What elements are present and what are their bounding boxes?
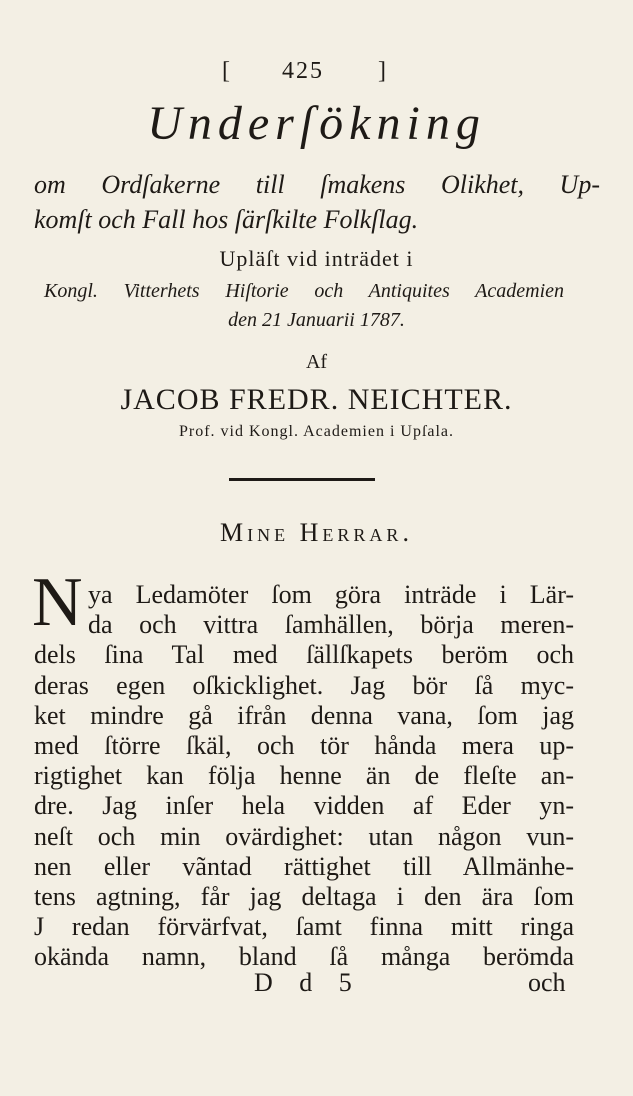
- body-line: med ſtörre ſkäl, och tör hånda mera up-: [34, 730, 574, 760]
- signature-mark: D d 5: [254, 968, 362, 997]
- page-title: Underſökning: [147, 97, 486, 150]
- body-line: deras egen oſkicklighet. Jag bör ſå myc-: [34, 670, 574, 700]
- date-line: den 21 Januarii 1787.: [228, 309, 405, 331]
- author-name: JACOB FREDR. NEICHTER.: [120, 383, 513, 416]
- salutation: Mine Herrar.: [220, 518, 413, 547]
- by-label: Af: [305, 351, 328, 373]
- body-line: da och vittra ſamhällen, börja meren-: [88, 610, 574, 640]
- body-line: okända namn, bland ſå många berömda: [34, 942, 574, 972]
- author-affiliation: Prof. vid Kongl. Academien i Upſala.: [178, 423, 455, 440]
- drop-cap: N: [32, 564, 83, 641]
- page-number: 425: [282, 58, 324, 84]
- body-line: rigtighet kan följa henne än de fleſte an-: [34, 761, 574, 791]
- body-line: nen eller vãntad rättighet till Allmänhe-: [34, 851, 574, 881]
- body-line: dre. Jag inſer hela vidden af Eder yn-: [34, 791, 574, 821]
- body-line: ket mindre gå ifrån denna vana, ſom jag: [34, 700, 574, 730]
- body-line: tens agtning, får jag deltaga i den ära ſom: [34, 881, 574, 911]
- bracket-right: ]: [378, 58, 388, 84]
- body-text: [34, 580, 574, 972]
- academy-name: Kongl. Vitterhets Hiſtorie och Antiquites Academien: [44, 280, 564, 302]
- read-at-line: Upläſt vid inträdet i: [219, 246, 414, 271]
- body-line: J redan förvärfvat, ſamt finna mitt ringa: [34, 912, 574, 942]
- catchword: och: [528, 968, 566, 997]
- body-line: neſt och min ovärdighet: utan någon vun-: [34, 821, 574, 851]
- body-line: dels ſina Tal med ſällſkapets beröm och: [34, 640, 574, 670]
- subtitle-line-2: komſt och Fall hos ſärſkilte Folkſlag.: [34, 205, 419, 234]
- bracket-left: [: [222, 58, 232, 84]
- body-line: ya Ledamöter ſom göra inträde i Lär-: [88, 580, 574, 609]
- divider-rule: [229, 478, 375, 481]
- subtitle-line-1: om Ordſakerne till ſmakens Olikhet, Up-: [34, 170, 600, 199]
